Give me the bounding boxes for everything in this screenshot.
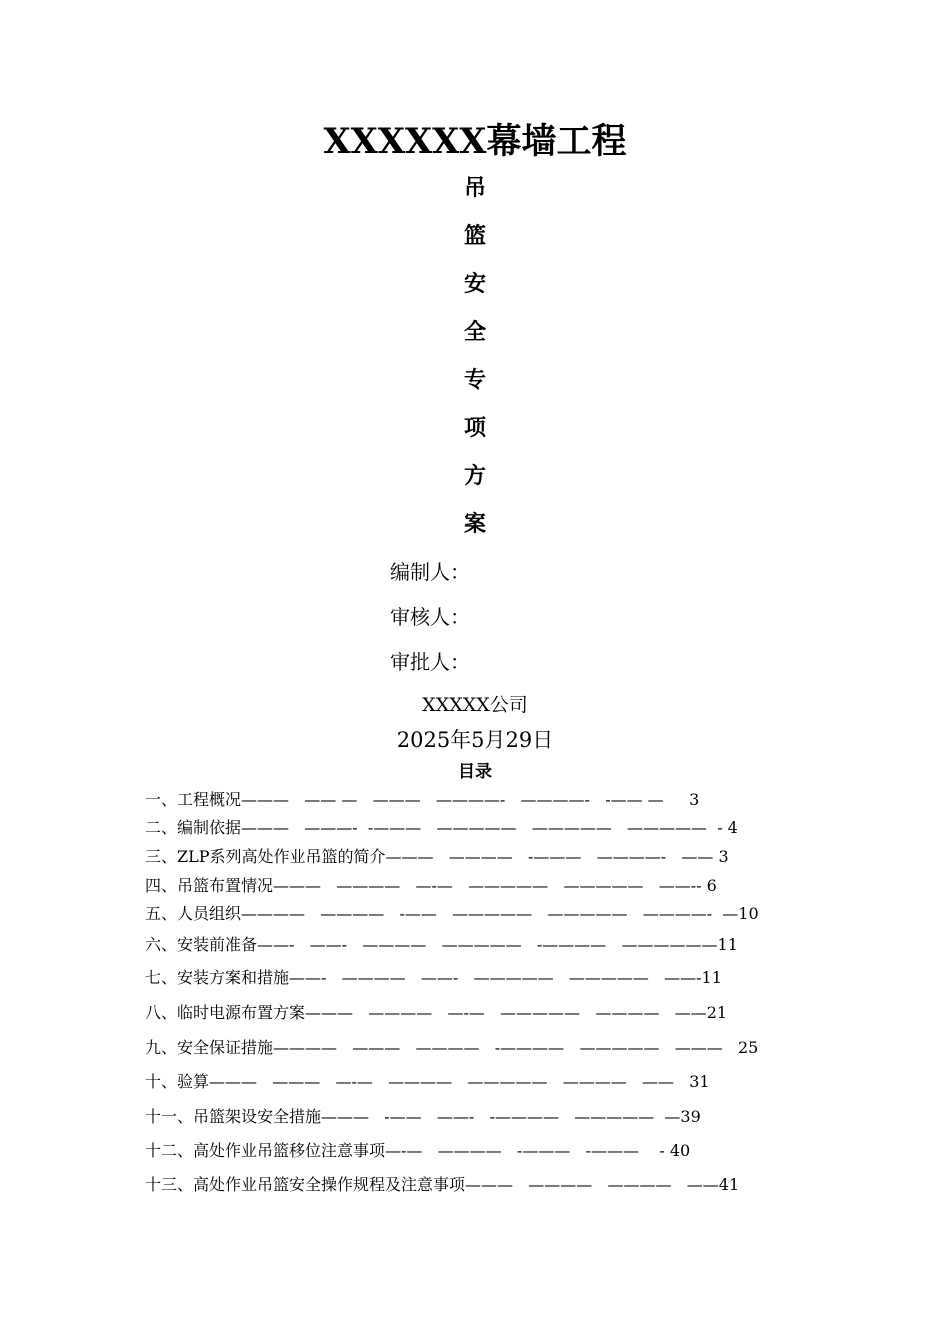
toc-entry: 五、人员组织———— ———— -—— ————— ————— ————- —10: [145, 904, 759, 923]
toc-entry: 十一、吊篮架设安全措施——— -—— ——- -———— ————— —39: [145, 1107, 701, 1126]
company-name: XXXXX公司: [422, 694, 528, 716]
subtitle-char: 项: [463, 416, 486, 441]
toc-entry: 六、安装前准备——- ——- ———— ————— -———— ——————11: [145, 935, 738, 954]
document-title: XXXXXX幕墙工程: [323, 121, 627, 162]
toc-entry: 十、验算——— ——— —-— ———— ————— ———— —— 31: [145, 1072, 710, 1091]
toc-entry: 七、安装方案和措施——- ———— ——- ————— ————— ——-11: [145, 968, 722, 987]
document-date: 2025年5月29日: [396, 728, 554, 752]
subtitle-char: 安: [463, 272, 486, 297]
compiler-label: 编制人：: [390, 560, 470, 584]
subtitle-char: 吊: [463, 176, 486, 201]
toc-entry: 三、ZLP系列高处作业吊篮的简介——— ———— -——— ————- —— 3: [145, 847, 729, 866]
signature-block: [390, 554, 690, 689]
subtitle-char: 案: [463, 512, 486, 537]
subtitle-char: 方: [463, 464, 486, 489]
reviewer-label: 审核人：: [390, 605, 470, 629]
toc-entry: 十三、高处作业吊篮安全操作规程及注意事项——— ———— ———— ——41: [145, 1175, 740, 1194]
table-of-contents: [145, 786, 845, 1205]
subtitle-char: 专: [463, 368, 486, 393]
toc-entry: 八、临时电源布置方案——— ———— —-— ————— ———— ——21: [145, 1003, 728, 1022]
toc-entry: 四、吊篮布置情况——— ———— —-— ————— ————— ——-- 6: [145, 876, 717, 895]
toc-entry: 二、编制依据——— ———- -——— ————— ————— ————— - 4: [145, 818, 738, 837]
approver-label: 审批人：: [390, 650, 470, 674]
toc-entry: 十二、高处作业吊篮移位注意事项—-— ———— -——— -——— - 40: [145, 1141, 691, 1160]
vertical-subtitle: [455, 170, 495, 554]
toc-heading: 目录: [458, 762, 492, 782]
toc-entry: 一、工程概况——— —— — ——— ————- ————- -—— — 3: [145, 790, 700, 809]
subtitle-char: 全: [463, 320, 486, 345]
toc-entry: 九、安全保证措施———— ——— ———— -———— ————— ——— 25: [145, 1038, 759, 1057]
subtitle-char: 篮: [463, 224, 486, 249]
